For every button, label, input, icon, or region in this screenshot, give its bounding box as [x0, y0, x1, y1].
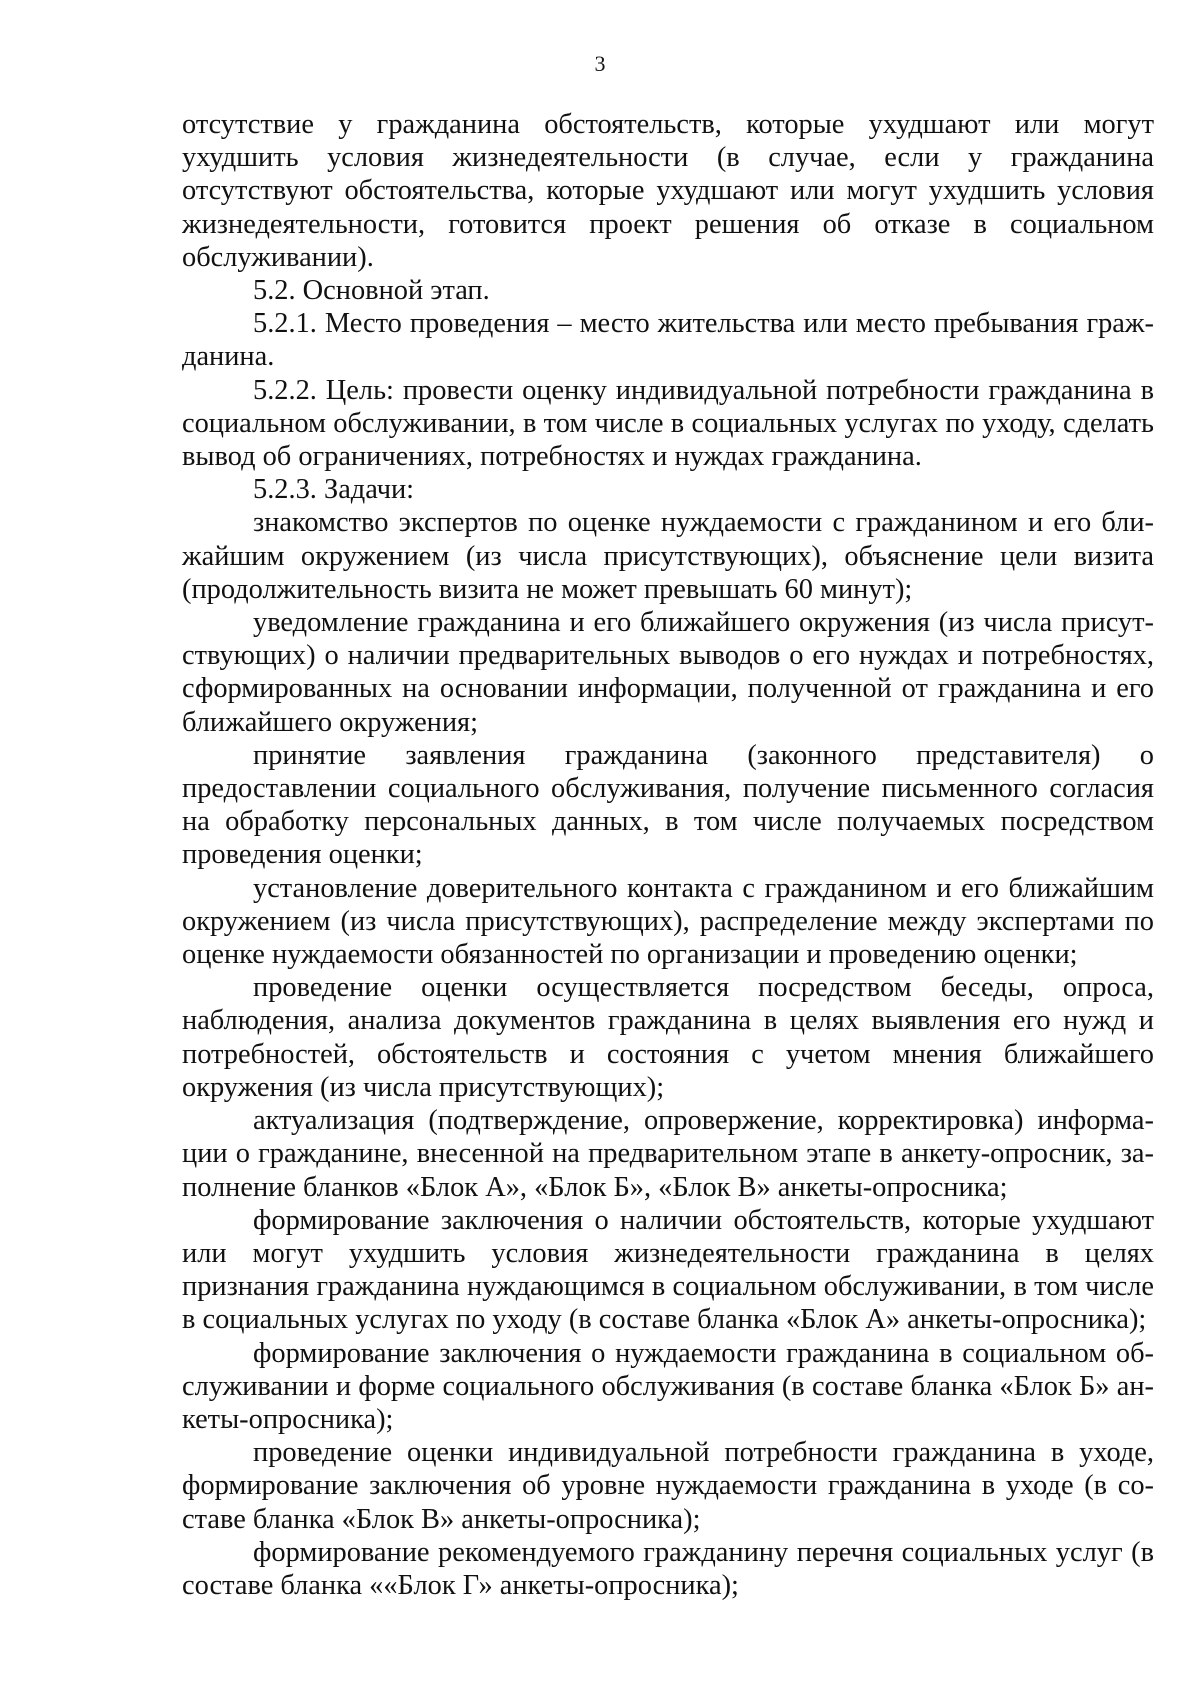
list-item-care-assessment-block-v: проведение оценки индивидуальной потребности гражданина в уходе, формирование заключения об уровне нуждаемости гражданина в уходе (в составе бланка «Блок В» анкеты-опросника); [182, 1437, 1154, 1535]
list-item-application: принятие заявления гражданина (законного представителя) о предоставлении социального обслуживания, получение письменного согласия на обработку персональных данных, в том числе получаемых посредством проведения оценки; [182, 739, 1154, 871]
page-number: 3 [594, 51, 606, 76]
list-item-acquaintance: знакомство экспертов по оценке нуждаемости с гражданином и его ближайшим окружением (из числа присутствующих), объяснение цели визита (продолжительность визита не может превышать 60 минут); [182, 507, 1154, 605]
list-item-services-list-block-g: формирование рекомендуемого гражданину перечня социальных услуг (в составе бланка ««Блок Г» анкеты-опросника); [182, 1536, 1154, 1601]
paragraph-goal: 5.2.2. Цель: провести оценку индивидуальной потребности гражданина в социальном обслуживании, в том числе в социальных услугах по уходу, сделать вывод об ограничениях, потребностях и нуждах гражданина. [182, 374, 1154, 473]
paragraph-tasks-heading: 5.2.3. Задачи: [253, 474, 415, 506]
list-item-assessment-methods: проведение оценки осуществляется посредством беседы, опроса, наблюдения, анализа документов гражданина в целях выявления его нужд и потребностей, обстоятельств и состояния с учетом мнения ближайшего окружения (из числа присутствующих); [182, 972, 1154, 1103]
list-item-conclusion-block-a: формирование заключения о наличии обстоятельств, которые ухудшают или могут ухудшить условия жизнедеятельности гражданина в целях признания гражданина нуждающимся в социальном обслуживании, в том числе в социальных услугах по уходу (в составе бланка «Блок А» анкеты-опросника); [182, 1204, 1154, 1336]
list-item-notification: уведомление гражданина и его ближайшего окружения (из числа присутствующих) о наличии предварительных выводов о его нуждах и потребностях, сформированных на основании информации, полученной от гражданина и его ближайшего окружения; [182, 607, 1154, 738]
paragraph-absence-of-circumstances: отсутствие у гражданина обстоятельств, которые ухудшают или могут ухудшить условия жизнедеятельности (в случае, если у гражданина отсутствуют обстоятельства, которые ухудшают или могут ухудшить условия жизнедеятельности, готовится проект решения об отказе в социальном обслуживании). [182, 109, 1154, 273]
list-item-conclusion-block-b: формирование заключения о нуждаемости гражданина в социальном обслуживании и форме социального обслуживания (в составе бланка «Блок Б» анкеты-опросника); [182, 1337, 1154, 1435]
document-body [182, 108, 1154, 1602]
paragraph-place: 5.2.1. Место проведения – место жительства или место пребывания гражданина. [182, 308, 1154, 373]
section-heading-main-stage: 5.2. Основной этап. [253, 275, 490, 307]
list-item-actualization: актуализация (подтверждение, опровержение, корректировка) информации о гражданине, внесенной на предварительном этапе в анкету-опросник, заполнение бланков «Блок А», «Блок Б», «Блок В» анкеты-опросника; [182, 1105, 1154, 1203]
list-item-trust-contact: установление доверительного контакта с гражданином и его ближайшим окружением (из числа присутствующих), распределение между экспертами по оценке нуждаемости обязанностей по организации и проведению оценки; [182, 872, 1154, 971]
